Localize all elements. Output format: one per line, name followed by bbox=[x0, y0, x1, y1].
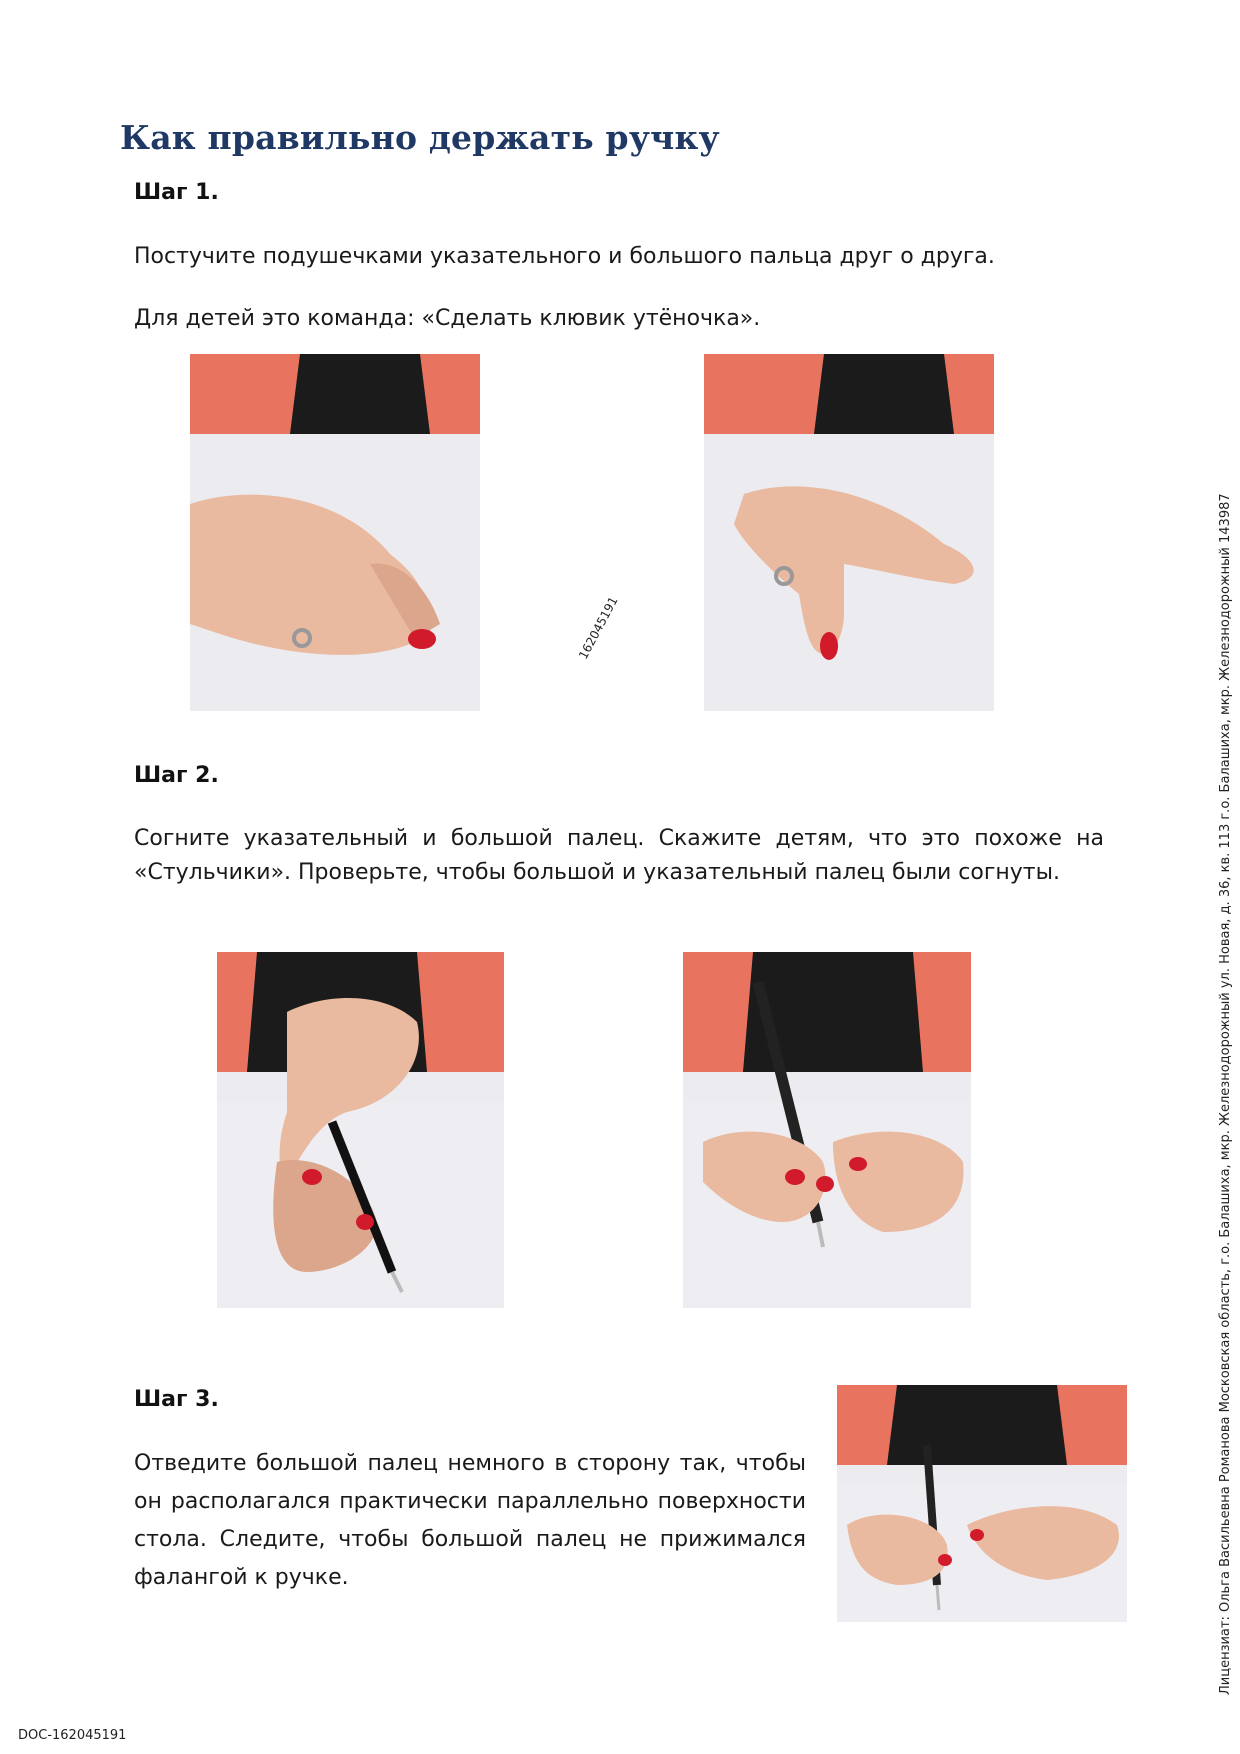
step-2-text: Согните указательный и большой палец. Скажите детям, что это похоже на «Стульчики». Проверьте, чтобы большой и указательный палец были согнуты. bbox=[134, 826, 1104, 885]
step-3-text: Отведите большой палец немного в сторону так, чтобы он располагался практически параллельно поверхности стола. Следите, чтобы большой палец не прижимался фалангой к ручке. bbox=[134, 1451, 806, 1590]
step-1-text-2: Для детей это команда: «Сделать клювик утёночка». bbox=[134, 306, 761, 331]
step-1-heading: Шаг 1. bbox=[134, 180, 219, 205]
step-3-photo bbox=[837, 1385, 1127, 1622]
step-3-heading: Шаг 3. bbox=[134, 1387, 219, 1412]
step-2-heading: Шаг 2. bbox=[134, 763, 219, 788]
page-title: Как правильно держать ручку bbox=[120, 118, 720, 157]
document-stamp: 162045191 bbox=[576, 594, 621, 662]
step-1-photo-pinch bbox=[190, 354, 480, 711]
document-id: DOC-162045191 bbox=[18, 1728, 127, 1743]
license-sidebar: Лицензиат: Ольга Васильевна Романова Московская область, г.о. Балашиха, мкр. Железнодорожный ул. Новая, д. 36, кв. 113 г.о. Балашиха, мкр. Железнодорожный 143987 bbox=[1218, 493, 1233, 1695]
step-2-photo-front bbox=[217, 952, 504, 1308]
step-2-photo-two-hands bbox=[683, 952, 971, 1308]
step-1-photo-open bbox=[704, 354, 994, 711]
step-1-text-1: Постучите подушечками указательного и большого пальца друг о друга. bbox=[134, 244, 995, 269]
